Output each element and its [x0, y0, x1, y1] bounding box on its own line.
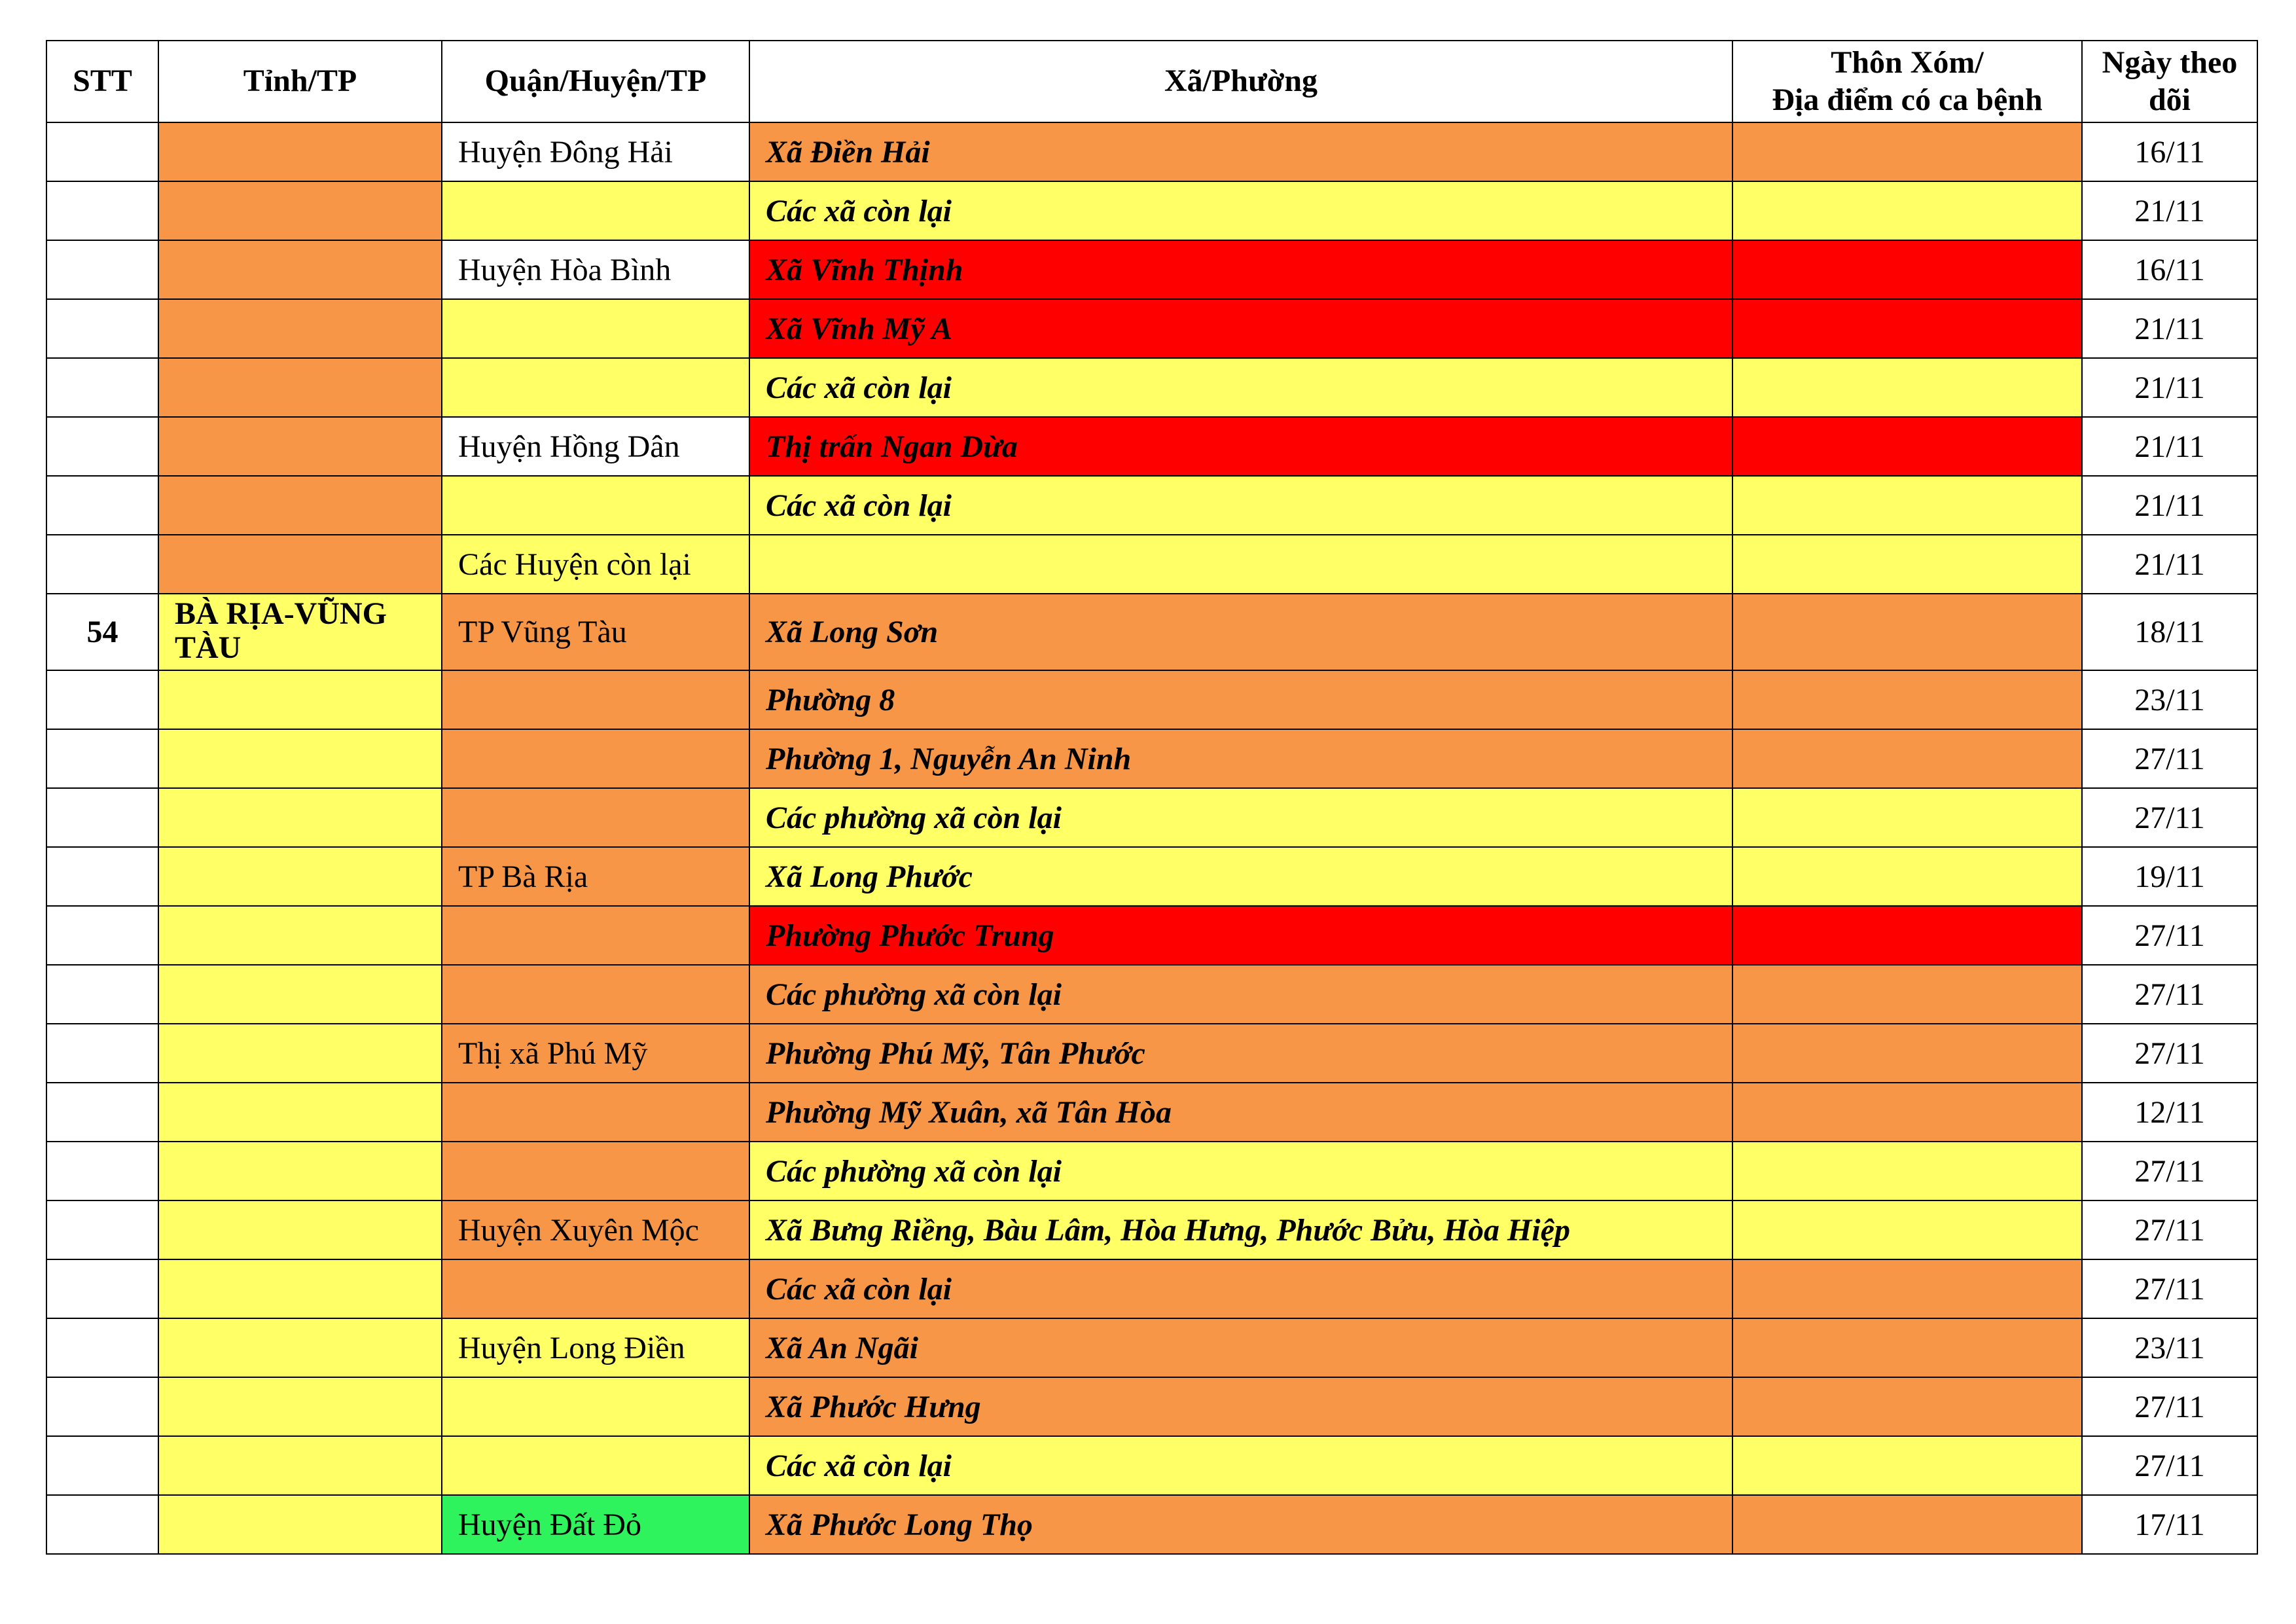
cell-date: 27/11 [2082, 1142, 2257, 1200]
cell-district: Huyện Hồng Dân [442, 417, 749, 476]
cell-stt [46, 906, 158, 965]
cell-hamlet [1732, 358, 2082, 417]
cell-stt [46, 1259, 158, 1318]
cell-province [158, 535, 442, 594]
table-row [46, 788, 2257, 847]
cell-stt [46, 476, 158, 535]
cell-province [158, 1318, 442, 1377]
cell-date: 27/11 [2082, 1259, 2257, 1318]
cell-hamlet [1732, 417, 2082, 476]
header-hamlet [1732, 41, 2082, 122]
cell-ward: Xã Phước Long Thọ [749, 1495, 1732, 1554]
cell-province [158, 670, 442, 729]
table-row [46, 1377, 2257, 1436]
cell-province [158, 1200, 442, 1259]
cell-stt [46, 1024, 158, 1083]
cell-stt [46, 847, 158, 906]
cell-date: 23/11 [2082, 670, 2257, 729]
cell-hamlet [1732, 299, 2082, 358]
header-date-line1: Ngày theo [2102, 45, 2238, 80]
cell-stt [46, 122, 158, 181]
cell-district [442, 670, 749, 729]
table-row [46, 181, 2257, 240]
cell-province [158, 1259, 442, 1318]
cell-stt [46, 1318, 158, 1377]
table-row [46, 240, 2257, 299]
table-row [46, 729, 2257, 788]
cell-ward: Phường 1, Nguyễn An Ninh [749, 729, 1732, 788]
cell-district [442, 358, 749, 417]
cell-date: 18/11 [2082, 594, 2257, 670]
cell-district [442, 476, 749, 535]
cell-date: 16/11 [2082, 240, 2257, 299]
header-district: Quận/Huyện/TP [442, 41, 749, 122]
cell-ward: Xã Điền Hải [749, 122, 1732, 181]
table-row [46, 1142, 2257, 1200]
cell-date: 16/11 [2082, 122, 2257, 181]
cell-hamlet [1732, 1024, 2082, 1083]
cell-date: 19/11 [2082, 847, 2257, 906]
cell-province [158, 417, 442, 476]
cell-province [158, 240, 442, 299]
cell-ward: Các phường xã còn lại [749, 788, 1732, 847]
cell-province [158, 1142, 442, 1200]
cell-stt [46, 670, 158, 729]
cell-hamlet [1732, 670, 2082, 729]
cell-stt [46, 299, 158, 358]
cell-ward: Phường Mỹ Xuân, xã Tân Hòa [749, 1083, 1732, 1142]
cell-date: 23/11 [2082, 1318, 2257, 1377]
cell-date: 21/11 [2082, 476, 2257, 535]
table-row [46, 1024, 2257, 1083]
cell-district: Huyện Xuyên Mộc [442, 1200, 749, 1259]
cell-stt [46, 1200, 158, 1259]
cell-ward: Các xã còn lại [749, 476, 1732, 535]
cell-province [158, 181, 442, 240]
cell-ward: Phường 8 [749, 670, 1732, 729]
cell-ward: Phường Phú Mỹ, Tân Phước [749, 1024, 1732, 1083]
cell-date: 27/11 [2082, 729, 2257, 788]
cell-district [442, 1259, 749, 1318]
table-row [46, 847, 2257, 906]
cell-stt [46, 358, 158, 417]
cell-stt [46, 535, 158, 594]
cell-ward: Các phường xã còn lại [749, 1142, 1732, 1200]
header-province: Tỉnh/TP [158, 41, 442, 122]
cell-district [442, 181, 749, 240]
cell-district [442, 906, 749, 965]
cell-province [158, 358, 442, 417]
cell-district [442, 1142, 749, 1200]
header-ward: Xã/Phường [749, 41, 1732, 122]
cell-ward: Xã Long Phước [749, 847, 1732, 906]
cell-province [158, 906, 442, 965]
cell-stt [46, 1495, 158, 1554]
header-date [2082, 41, 2257, 122]
table-row [46, 594, 2257, 670]
cell-district [442, 1436, 749, 1495]
cell-ward [749, 535, 1732, 594]
table-row [46, 1495, 2257, 1554]
epidemic-status-table [46, 40, 2258, 1555]
cell-date: 21/11 [2082, 181, 2257, 240]
cell-stt [46, 181, 158, 240]
cell-stt [46, 788, 158, 847]
cell-district [442, 1377, 749, 1436]
cell-hamlet [1732, 788, 2082, 847]
header-stt: STT [46, 41, 158, 122]
cell-date: 27/11 [2082, 1377, 2257, 1436]
cell-province [158, 1377, 442, 1436]
cell-district: Thị xã Phú Mỹ [442, 1024, 749, 1083]
cell-ward: Các xã còn lại [749, 1259, 1732, 1318]
table-row [46, 906, 2257, 965]
cell-hamlet [1732, 476, 2082, 535]
cell-province [158, 729, 442, 788]
cell-hamlet [1732, 965, 2082, 1024]
cell-hamlet [1732, 1495, 2082, 1554]
cell-hamlet [1732, 1200, 2082, 1259]
header-row [46, 41, 2257, 122]
cell-ward: Xã Phước Hưng [749, 1377, 1732, 1436]
cell-date: 27/11 [2082, 1436, 2257, 1495]
cell-district [442, 788, 749, 847]
cell-stt: 54 [46, 594, 158, 670]
cell-ward: Xã Bưng Riềng, Bàu Lâm, Hòa Hưng, Phước Bửu, Hòa Hiệp [749, 1200, 1732, 1259]
cell-hamlet [1732, 1377, 2082, 1436]
cell-district: Huyện Đất Đỏ [442, 1495, 749, 1554]
cell-date: 27/11 [2082, 1024, 2257, 1083]
header-date-line2: dõi [2148, 82, 2191, 117]
cell-district: TP Vũng Tàu [442, 594, 749, 670]
cell-district: TP Bà Rịa [442, 847, 749, 906]
cell-hamlet [1732, 1083, 2082, 1142]
cell-district: Huyện Long Điền [442, 1318, 749, 1377]
table-row [46, 670, 2257, 729]
cell-date: 27/11 [2082, 965, 2257, 1024]
table-row [46, 1083, 2257, 1142]
cell-district: Huyện Hòa Bình [442, 240, 749, 299]
cell-ward: Xã An Ngãi [749, 1318, 1732, 1377]
cell-stt [46, 417, 158, 476]
table-row [46, 535, 2257, 594]
cell-province [158, 1495, 442, 1554]
table-row [46, 1436, 2257, 1495]
table-row [46, 476, 2257, 535]
table-row [46, 965, 2257, 1024]
cell-date: 21/11 [2082, 358, 2257, 417]
cell-province [158, 1083, 442, 1142]
cell-ward: Xã Vĩnh Thịnh [749, 240, 1732, 299]
table-row [46, 299, 2257, 358]
cell-province [158, 476, 442, 535]
cell-province [158, 299, 442, 358]
cell-province [158, 965, 442, 1024]
cell-date: 27/11 [2082, 906, 2257, 965]
table-row [46, 122, 2257, 181]
table-row [46, 417, 2257, 476]
cell-hamlet [1732, 1142, 2082, 1200]
cell-hamlet [1732, 181, 2082, 240]
cell-hamlet [1732, 1318, 2082, 1377]
cell-district: Huyện Đông Hải [442, 122, 749, 181]
cell-hamlet [1732, 122, 2082, 181]
cell-date: 27/11 [2082, 788, 2257, 847]
cell-hamlet [1732, 729, 2082, 788]
cell-stt [46, 240, 158, 299]
cell-ward: Các xã còn lại [749, 181, 1732, 240]
cell-ward: Xã Long Sơn [749, 594, 1732, 670]
cell-province [158, 847, 442, 906]
table-row [46, 1259, 2257, 1318]
cell-ward: Các phường xã còn lại [749, 965, 1732, 1024]
table-row [46, 1318, 2257, 1377]
table-body [46, 122, 2257, 1554]
cell-stt [46, 1083, 158, 1142]
cell-date: 21/11 [2082, 417, 2257, 476]
cell-district [442, 299, 749, 358]
cell-district [442, 965, 749, 1024]
cell-date: 21/11 [2082, 535, 2257, 594]
cell-date: 21/11 [2082, 299, 2257, 358]
cell-date: 17/11 [2082, 1495, 2257, 1554]
cell-province [158, 788, 442, 847]
table-row [46, 358, 2257, 417]
cell-hamlet [1732, 594, 2082, 670]
cell-ward: Xã Vĩnh Mỹ A [749, 299, 1732, 358]
cell-ward: Thị trấn Ngan Dừa [749, 417, 1732, 476]
header-hamlet-line2: Địa điểm có ca bệnh [1772, 82, 2043, 117]
cell-province [158, 1024, 442, 1083]
cell-district: Các Huyện còn lại [442, 535, 749, 594]
cell-ward: Phường Phước Trung [749, 906, 1732, 965]
cell-date: 12/11 [2082, 1083, 2257, 1142]
cell-district [442, 1083, 749, 1142]
cell-district [442, 729, 749, 788]
cell-province [158, 1436, 442, 1495]
cell-ward: Các xã còn lại [749, 358, 1732, 417]
cell-stt [46, 729, 158, 788]
cell-hamlet [1732, 1436, 2082, 1495]
cell-stt [46, 1436, 158, 1495]
table-row [46, 1200, 2257, 1259]
cell-stt [46, 965, 158, 1024]
cell-ward: Các xã còn lại [749, 1436, 1732, 1495]
cell-province: BÀ RỊA-VŨNG TÀU [158, 594, 442, 670]
cell-hamlet [1732, 535, 2082, 594]
cell-stt [46, 1377, 158, 1436]
cell-hamlet [1732, 240, 2082, 299]
cell-date: 27/11 [2082, 1200, 2257, 1259]
cell-province [158, 122, 442, 181]
cell-stt [46, 1142, 158, 1200]
header-hamlet-line1: Thôn Xóm/ [1831, 45, 1984, 80]
cell-hamlet [1732, 1259, 2082, 1318]
cell-hamlet [1732, 906, 2082, 965]
cell-hamlet [1732, 847, 2082, 906]
